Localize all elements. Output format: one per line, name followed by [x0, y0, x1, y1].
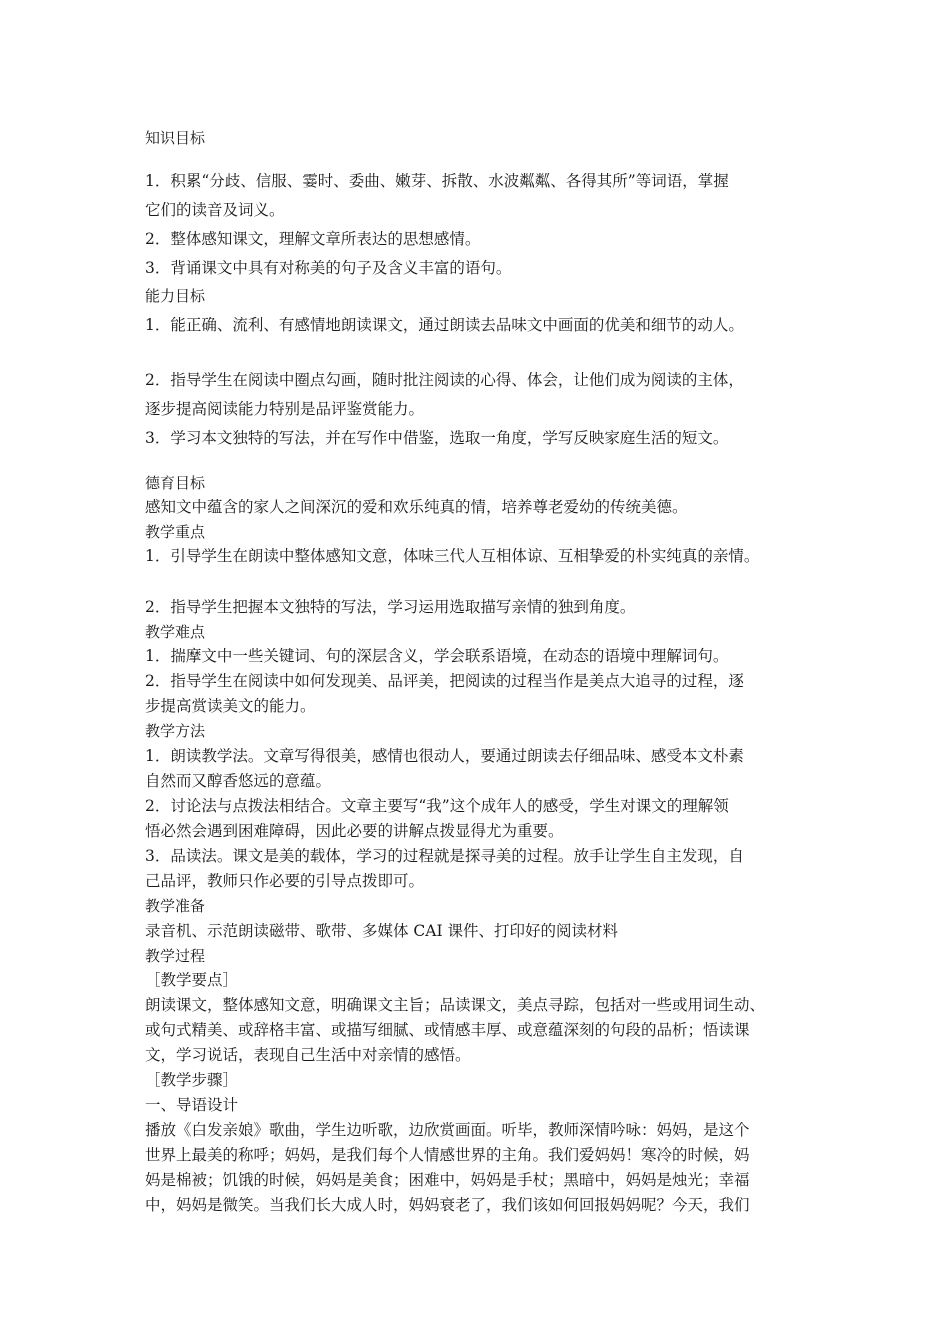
text-line: 朗读课文，整体感知文意，明确课文主旨；品读课文，美点寻踪，包括对一些或用词生动、	[145, 996, 766, 1014]
text-line: 己品评，教师只作必要的引导点拨即可。	[145, 872, 425, 890]
text-line: 中，妈妈是微笑。当我们长大成人时，妈妈衰老了，我们该如何回报妈妈呢？今天，我们	[145, 1196, 750, 1214]
section-heading: 教学过程	[145, 947, 206, 965]
text-line: 自然而又醇香悠远的意蕴。	[145, 772, 332, 790]
text-line: 或句式精美、或辞格丰富、或描写细腻、或情感丰厚、或意蕴深刻的句段的品析；悟读课	[145, 1021, 750, 1039]
text-line: 1．揣摩文中一些关键词、句的深层含义，学会联系语境，在动态的语境中理解词句。	[145, 647, 729, 665]
section-heading: 知识目标	[145, 129, 206, 147]
text-line: 1．积累“分歧、信服、霎时、委曲、嫩芽、拆散、水波粼粼、各得其所”等词语，掌握	[145, 172, 729, 190]
text-line: 2．指导学生把握本文独特的写法，学习运用选取描写亲情的独到角度。	[145, 598, 636, 616]
text-line: 播放《白发亲娘》歌曲，学生边听歌，边欣赏画面。听毕，教师深情吟咏：妈妈，是这个	[145, 1121, 750, 1139]
text-line: 3．品读法。课文是美的载体，学习的过程就是探寻美的过程。放手让学生自主发现，自	[145, 847, 744, 865]
text-line: 2．指导学生在阅读中圈点勾画，随时批注阅读的心得、体会，让他们成为阅读的主体，	[145, 371, 744, 389]
text-line: 世界上最美的称呼；妈妈，是我们每个人情感世界的主角。我们爱妈妈！寒冷的时候，妈	[145, 1146, 750, 1164]
text-line: 妈是棉被；饥饿的时候，妈妈是美食；困难中，妈妈是手杖；黑暗中，妈妈是烛光；幸福	[145, 1171, 750, 1189]
section-heading: 教学重点	[145, 523, 206, 541]
text-line: 文，学习说话，表现自己生活中对亲情的感悟。	[145, 1046, 471, 1064]
text-line: 1．朗读教学法。文章写得很美，感情也很动人，要通过朗读去仔细品味、感受本文朴素	[145, 747, 744, 765]
text-line: 3．背诵课文中具有对称美的句子及含义丰富的语句。	[145, 259, 512, 277]
text-line: ［教学步骤］	[145, 1071, 239, 1089]
section-heading: 能力目标	[145, 287, 206, 305]
text-line: ［教学要点］	[145, 971, 239, 989]
text-line: 1．能正确、流利、有感情地朗读课文，通过朗读去品味文中画面的优美和细节的动人。	[145, 316, 744, 334]
section-heading: 德育目标	[145, 474, 206, 492]
text-line: 2．讨论法与点拨法相结合。文章主要写“我”这个成年人的感受，学生对课文的理解领	[145, 797, 729, 815]
text-line: 一、导语设计	[145, 1096, 239, 1114]
text-line: 悟必然会遇到困难障碍，因此必要的讲解点拨显得尤为重要。	[145, 822, 564, 840]
text-line: 3．学习本文独特的写法，并在写作中借鉴，选取一角度，学写反映家庭生活的短文。	[145, 429, 729, 447]
text-line: 逐步提高阅读能力特别是品评鉴赏能力。	[145, 400, 425, 418]
section-heading: 教学准备	[145, 897, 206, 915]
text-line: 2．整体感知课文，理解文章所表达的思想感情。	[145, 230, 481, 248]
text-line: 步提高赏读美文的能力。	[145, 697, 316, 715]
text-line: 录音机、示范朗读磁带、歌带、多媒体 CAI 课件、打印好的阅读材料	[145, 922, 619, 940]
section-heading: 教学方法	[145, 722, 206, 740]
text-line: 1．引导学生在朗读中整体感知文意，体味三代人互相体谅、互相挚爱的朴实纯真的亲情。	[145, 547, 760, 565]
text-line: 它们的读音及词义。	[145, 201, 285, 219]
text-line: 2．指导学生在阅读中如何发现美、品评美，把阅读的过程当作是美点大追寻的过程，逐	[145, 672, 744, 690]
section-heading: 教学难点	[145, 623, 206, 641]
text-line: 感知文中蕴含的家人之间深沉的爱和欢乐纯真的情，培养尊老爱幼的传统美德。	[145, 498, 688, 516]
